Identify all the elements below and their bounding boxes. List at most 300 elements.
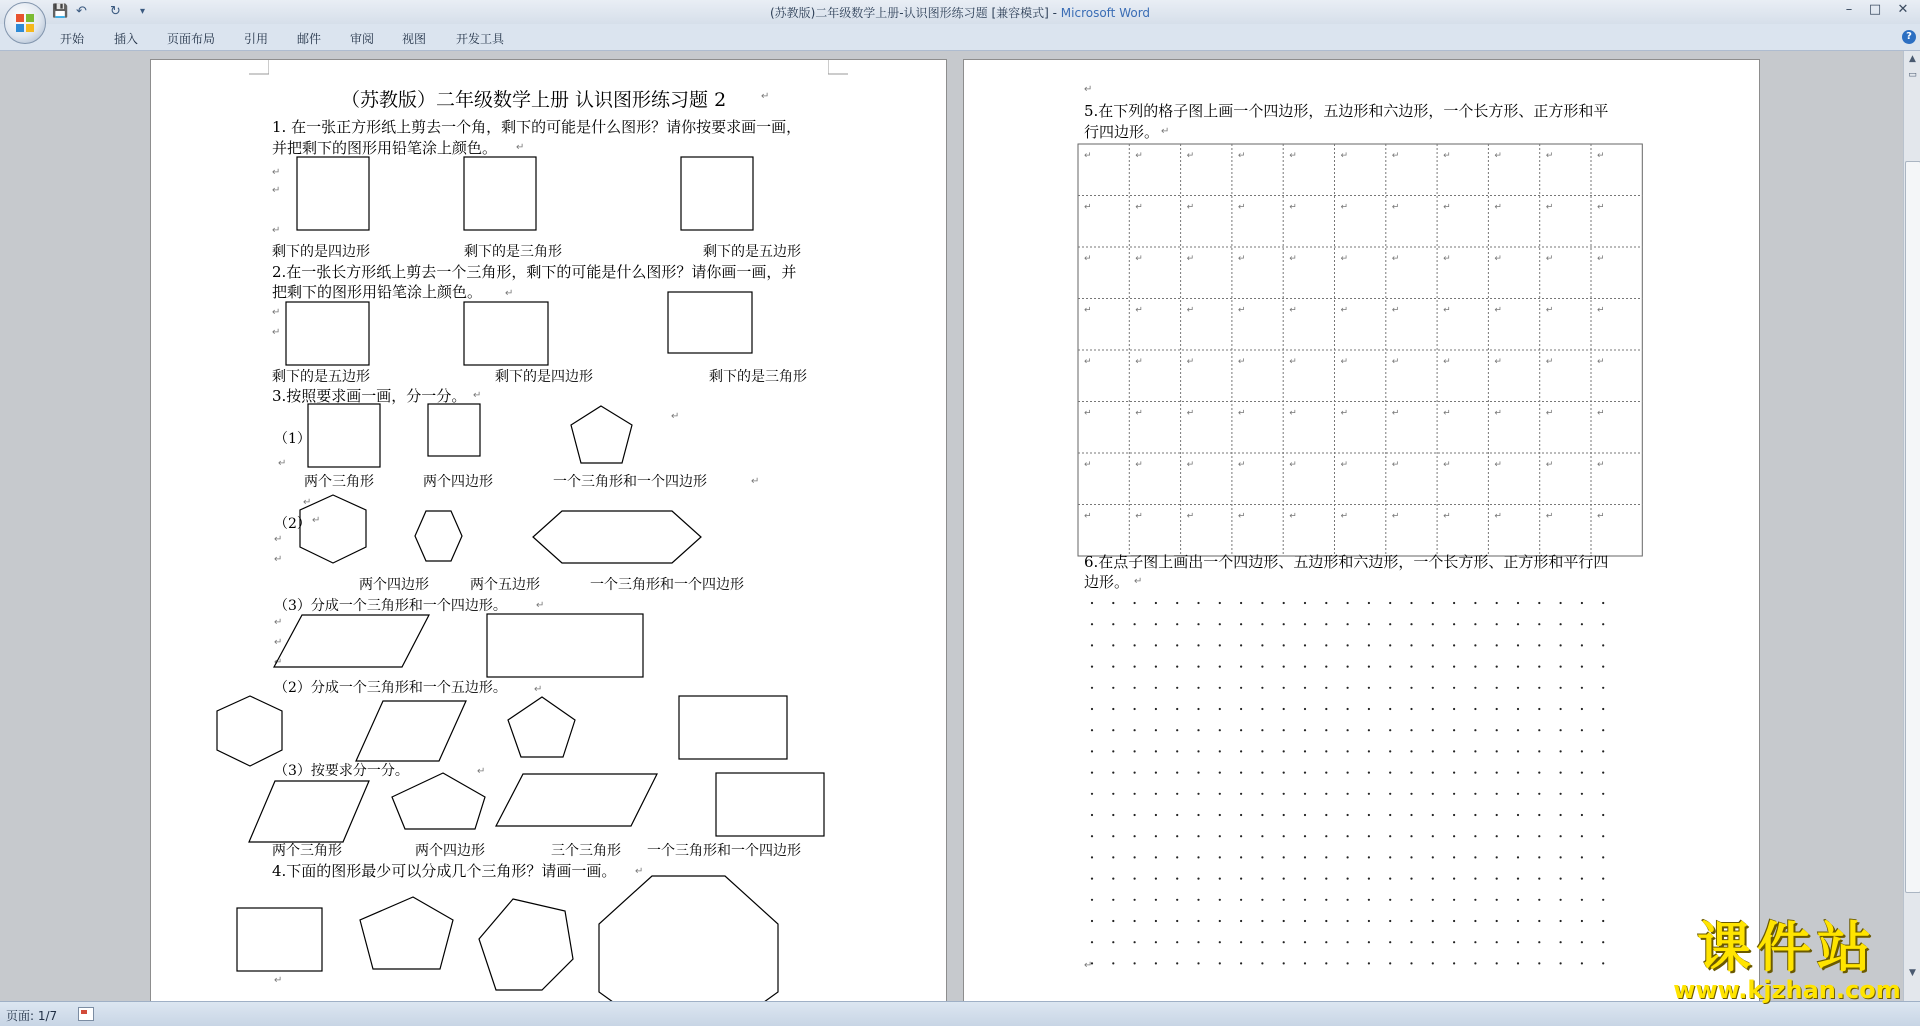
- dot: [1581, 856, 1583, 858]
- paragraph-mark: ↵: [272, 185, 281, 196]
- paragraph-mark: ↵: [1084, 960, 1093, 971]
- dot: [1560, 772, 1562, 774]
- customize-qat-icon[interactable]: ▾: [140, 6, 146, 17]
- dot: [1602, 920, 1604, 922]
- dot: [1155, 644, 1157, 646]
- dot: [1240, 793, 1242, 795]
- dot: [1283, 793, 1285, 795]
- document-title: (苏教版)二年级数学上册-认识图形练习题 [兼容模式]: [769, 6, 1049, 20]
- dot: [1197, 835, 1199, 837]
- dot: [1389, 666, 1391, 668]
- dot: [1432, 772, 1434, 774]
- dot: [1496, 666, 1498, 668]
- dot: [1474, 878, 1476, 880]
- paragraph-mark: ↵: [274, 637, 283, 648]
- dot: [1176, 814, 1178, 816]
- dot: [1155, 835, 1157, 837]
- dot: [1410, 623, 1412, 625]
- dot: [1283, 750, 1285, 752]
- grid-cell-mark: ↵: [1545, 305, 1554, 316]
- dot: [1602, 750, 1604, 752]
- dot: [1347, 835, 1349, 837]
- grid-cell-mark: ↵: [1494, 254, 1502, 264]
- dot: [1325, 835, 1327, 837]
- q3-sub4-text: （2）分成一个三角形和一个五边形。: [274, 680, 507, 696]
- dot: [1602, 666, 1604, 668]
- dot: [1112, 835, 1114, 837]
- grid-cell-mark: ↵: [1597, 202, 1605, 213]
- dot: [1368, 750, 1370, 752]
- dot: [1091, 814, 1093, 816]
- dot: [1283, 835, 1285, 837]
- grid-cell-mark: ↵: [1289, 357, 1297, 367]
- dot: [1453, 623, 1455, 625]
- document-page-2[interactable]: [963, 59, 1760, 1001]
- grid-cell-mark: ↵: [1545, 357, 1554, 367]
- q1-label-pentagon: 剩下的是五边形: [703, 244, 801, 260]
- grid-cell-mark: ↵: [1494, 357, 1502, 367]
- tab-review[interactable]: 审阅: [350, 32, 375, 46]
- page-indicator[interactable]: 页面: 1/7: [6, 1009, 58, 1023]
- dot: [1325, 623, 1327, 625]
- dot: [1347, 729, 1349, 731]
- dot: [1219, 856, 1221, 858]
- dot: [1304, 856, 1306, 858]
- dot: [1602, 708, 1604, 710]
- minimize-button[interactable]: –: [1845, 2, 1853, 17]
- dot: [1432, 793, 1434, 795]
- dot: [1219, 729, 1221, 731]
- grid-cell-mark: ↵: [1135, 357, 1143, 367]
- grid-cell-mark: ↵: [1186, 254, 1195, 264]
- grid-cell-mark: ↵: [1084, 305, 1092, 316]
- dot: [1112, 666, 1114, 668]
- dot: [1432, 814, 1434, 816]
- tab-home[interactable]: 开始: [60, 32, 85, 46]
- dot: [1134, 878, 1136, 880]
- dot: [1304, 644, 1306, 646]
- grid-cell-mark: ↵: [1084, 202, 1092, 213]
- grid-cell-mark: ↵: [1289, 460, 1297, 470]
- dot: [1517, 814, 1519, 816]
- grid-cell-mark: ↵: [1186, 357, 1195, 367]
- dot: [1176, 644, 1178, 646]
- grid-cell-mark: ↵: [1084, 408, 1092, 419]
- dot: [1496, 729, 1498, 731]
- dot: [1368, 729, 1370, 731]
- grid-cell-mark: ↵: [1494, 511, 1502, 522]
- dot: [1304, 602, 1306, 604]
- q1-square-3: [681, 157, 753, 230]
- q4-pentagon: [360, 897, 453, 969]
- dot: [1155, 962, 1157, 964]
- close-button[interactable]: ✕: [1897, 2, 1909, 17]
- dot: [1581, 729, 1583, 731]
- dot: [1368, 793, 1370, 795]
- dot: [1197, 602, 1199, 604]
- dot: [1283, 878, 1285, 880]
- grid-cell-mark: ↵: [1443, 305, 1451, 316]
- grid-cell-mark: ↵: [1084, 254, 1092, 264]
- dot: [1283, 729, 1285, 731]
- grid-cell-mark: ↵: [1494, 460, 1502, 470]
- dot: [1304, 666, 1306, 668]
- dot: [1474, 750, 1476, 752]
- dot: [1453, 899, 1455, 901]
- paragraph-mark: ↵: [274, 975, 283, 986]
- dot: [1474, 920, 1476, 922]
- grid-cell-mark: ↵: [1186, 511, 1195, 522]
- dot: [1389, 856, 1391, 858]
- dot: [1197, 708, 1199, 710]
- dot: [1219, 687, 1221, 689]
- dot: [1496, 814, 1498, 816]
- dot: [1368, 666, 1370, 668]
- dot: [1240, 835, 1242, 837]
- dot: [1517, 962, 1519, 964]
- dot: [1091, 835, 1093, 837]
- dot: [1325, 941, 1327, 943]
- dot: [1496, 750, 1498, 752]
- grid-cell-mark: ↵: [1494, 151, 1502, 161]
- dot: [1155, 750, 1157, 752]
- dot: [1219, 878, 1221, 880]
- q5-text-line2: 行四边形。: [1084, 123, 1160, 141]
- dot: [1325, 708, 1327, 710]
- dot: [1368, 644, 1370, 646]
- dot: [1474, 899, 1476, 901]
- dot: [1240, 644, 1242, 646]
- dot: [1389, 602, 1391, 604]
- dot: [1432, 729, 1434, 731]
- dot: [1581, 644, 1583, 646]
- dot: [1240, 602, 1242, 604]
- dot: [1432, 708, 1434, 710]
- dot: [1347, 750, 1349, 752]
- dot: [1304, 814, 1306, 816]
- q1-text-line2: 并把剩下的图形用铅笔涂上颜色。: [272, 139, 498, 157]
- watermark-url: www.kjzhan.com: [1673, 976, 1901, 1004]
- ruler-toggle-icon[interactable]: ▭: [1908, 70, 1917, 80]
- dot: [1347, 878, 1349, 880]
- dot: [1432, 920, 1434, 922]
- dot: [1325, 899, 1327, 901]
- dot: [1474, 814, 1476, 816]
- dot: [1432, 623, 1434, 625]
- q3-1-pentagon: [571, 406, 632, 463]
- dot: [1176, 750, 1178, 752]
- dot: [1517, 899, 1519, 901]
- grid-cell-mark: ↵: [1391, 202, 1400, 213]
- dot: [1176, 687, 1178, 689]
- q5-text-line1: 5.在下列的格子图上画一个四边形，五边形和六边形，一个长方形、正方形和平: [1084, 102, 1609, 120]
- dot: [1219, 623, 1221, 625]
- scroll-up-icon[interactable]: ▲: [1909, 54, 1916, 64]
- dot: [1453, 644, 1455, 646]
- dot: [1368, 899, 1370, 901]
- dot: [1410, 920, 1412, 922]
- dot: [1389, 687, 1391, 689]
- q1-label-triangle: 剩下的是三角形: [464, 244, 562, 260]
- grid-cell-mark: ↵: [1391, 511, 1400, 522]
- dot: [1219, 835, 1221, 837]
- dot: [1560, 602, 1562, 604]
- dot: [1432, 602, 1434, 604]
- grid-cell-mark: ↵: [1443, 408, 1451, 419]
- grid-cell-mark: ↵: [1391, 254, 1400, 264]
- dot: [1176, 941, 1178, 943]
- dot: [1155, 920, 1157, 922]
- dot: [1517, 623, 1519, 625]
- tab-view[interactable]: 视图: [402, 32, 427, 46]
- grid-cell-mark: ↵: [1084, 357, 1092, 367]
- dot: [1602, 878, 1604, 880]
- dot: [1091, 941, 1093, 943]
- grid-cell-mark: ↵: [1237, 408, 1246, 419]
- vertical-scrollbar[interactable]: [1903, 51, 1920, 1001]
- dot: [1134, 899, 1136, 901]
- dot: [1283, 602, 1285, 604]
- dot: [1560, 899, 1562, 901]
- q2-label-triangle: 剩下的是三角形: [709, 369, 807, 385]
- dot: [1091, 750, 1093, 752]
- grid-cell-mark: ↵: [1135, 151, 1143, 161]
- dot: [1091, 899, 1093, 901]
- spelling-check-icon[interactable]: [78, 1007, 94, 1021]
- dot: [1389, 772, 1391, 774]
- dot: [1474, 941, 1476, 943]
- dot: [1368, 941, 1370, 943]
- tab-mailings[interactable]: 邮件: [297, 32, 322, 46]
- dot: [1134, 920, 1136, 922]
- dot: [1410, 878, 1412, 880]
- dot: [1474, 793, 1476, 795]
- dot: [1112, 772, 1114, 774]
- dot: [1261, 835, 1263, 837]
- dot: [1581, 962, 1583, 964]
- dot: [1325, 856, 1327, 858]
- scroll-down-icon[interactable]: ▼: [1909, 968, 1916, 978]
- dot: [1261, 920, 1263, 922]
- q3-sub2-label-mixed: 一个三角形和一个四边形: [590, 577, 744, 593]
- dot: [1538, 772, 1540, 774]
- tab-references[interactable]: 引用: [244, 32, 269, 46]
- dot: [1453, 878, 1455, 880]
- dot: [1091, 644, 1093, 646]
- dot: [1134, 941, 1136, 943]
- dot: [1389, 729, 1391, 731]
- dot: [1219, 644, 1221, 646]
- dot: [1240, 899, 1242, 901]
- dot: [1112, 899, 1114, 901]
- dot: [1176, 793, 1178, 795]
- tab-insert[interactable]: 插入: [114, 32, 139, 46]
- dot: [1496, 856, 1498, 858]
- dot: [1410, 772, 1412, 774]
- dot: [1538, 623, 1540, 625]
- dot: [1538, 602, 1540, 604]
- dot: [1389, 899, 1391, 901]
- dot: [1261, 814, 1263, 816]
- q3-sub1-number: （1）: [274, 431, 311, 447]
- dot: [1432, 941, 1434, 943]
- dot: [1453, 666, 1455, 668]
- grid-cell-mark: ↵: [1597, 408, 1605, 419]
- office-logo-icon: [16, 14, 34, 32]
- dot: [1474, 835, 1476, 837]
- grid-cell-mark: ↵: [1340, 305, 1349, 316]
- q3-4-pentagon: [508, 697, 575, 757]
- paragraph-mark: ↵: [761, 91, 770, 102]
- tab-developer[interactable]: 开发工具: [456, 32, 505, 46]
- dot: [1602, 941, 1604, 943]
- dot: [1432, 835, 1434, 837]
- dot: [1176, 623, 1178, 625]
- redo-icon[interactable]: ↻: [110, 4, 121, 19]
- grid-cell-mark: ↵: [1494, 305, 1502, 316]
- dot: [1261, 750, 1263, 752]
- dot: [1112, 941, 1114, 943]
- dot: [1325, 962, 1327, 964]
- dot: [1347, 602, 1349, 604]
- dot: [1368, 835, 1370, 837]
- dot: [1389, 793, 1391, 795]
- help-icon[interactable]: ?: [1902, 30, 1916, 44]
- dot: [1347, 856, 1349, 858]
- dot: [1325, 602, 1327, 604]
- dot: [1304, 687, 1306, 689]
- dot: [1368, 687, 1370, 689]
- dot: [1197, 623, 1199, 625]
- grid-cell-mark: ↵: [1289, 305, 1297, 316]
- dot: [1496, 920, 1498, 922]
- dot: [1197, 856, 1199, 858]
- dot: [1261, 644, 1263, 646]
- paragraph-mark: ↵: [303, 497, 312, 508]
- q3-sub1-label-two-quadrilaterals: 两个四边形: [423, 474, 493, 490]
- dot: [1368, 920, 1370, 922]
- dot: [1304, 941, 1306, 943]
- dot: [1155, 602, 1157, 604]
- grid-cell-mark: ↵: [1289, 254, 1297, 264]
- grid-cell-mark: ↵: [1443, 151, 1451, 161]
- dot: [1091, 793, 1093, 795]
- dot: [1155, 666, 1157, 668]
- office-button[interactable]: [4, 2, 46, 44]
- dot: [1176, 729, 1178, 731]
- q2-rectangle-3: [668, 292, 752, 353]
- dot: [1304, 899, 1306, 901]
- dot: [1368, 878, 1370, 880]
- dot: [1496, 644, 1498, 646]
- dot: [1325, 920, 1327, 922]
- grid-cell-mark: ↵: [1135, 460, 1143, 470]
- dot: [1112, 729, 1114, 731]
- dot: [1155, 856, 1157, 858]
- dot: [1410, 856, 1412, 858]
- dot: [1197, 941, 1199, 943]
- paragraph-mark: ↵: [635, 866, 644, 877]
- dot: [1474, 772, 1476, 774]
- grid-cell-mark: ↵: [1340, 357, 1349, 367]
- dot: [1283, 941, 1285, 943]
- q3-2-hexagon-wide: [533, 511, 701, 563]
- save-icon[interactable]: 💾: [52, 4, 69, 19]
- dot: [1240, 920, 1242, 922]
- dot: [1219, 814, 1221, 816]
- scrollbar-thumb[interactable]: [1905, 161, 1920, 893]
- undo-icon[interactable]: ↶: [76, 4, 87, 19]
- dot: [1538, 708, 1540, 710]
- dot: [1134, 772, 1136, 774]
- dot: [1176, 708, 1178, 710]
- dot: [1283, 856, 1285, 858]
- dot: [1197, 750, 1199, 752]
- window-title: [0, 4, 1920, 21]
- paragraph-mark: ↵: [671, 411, 680, 422]
- dot: [1432, 687, 1434, 689]
- title-separator: -: [1048, 6, 1061, 20]
- dot: [1517, 941, 1519, 943]
- dot: [1283, 708, 1285, 710]
- dot: [1219, 941, 1221, 943]
- dot: [1261, 602, 1263, 604]
- dot: [1453, 856, 1455, 858]
- dot: [1304, 772, 1306, 774]
- dot: [1432, 962, 1434, 964]
- dot: [1240, 623, 1242, 625]
- q3-5-pentagon: [392, 773, 485, 829]
- grid-cell-mark: ↵: [1186, 151, 1195, 161]
- dot: [1581, 623, 1583, 625]
- dot: [1155, 793, 1157, 795]
- dot: [1453, 941, 1455, 943]
- q2-text-line2: 把剩下的图形用铅笔涂上颜色。: [272, 283, 483, 301]
- maximize-button[interactable]: □: [1868, 2, 1882, 17]
- grid-cell-mark: ↵: [1084, 460, 1092, 470]
- paragraph-mark: ↵: [272, 167, 281, 178]
- document-page-1[interactable]: [150, 59, 947, 1001]
- dot: [1261, 729, 1263, 731]
- dot: [1325, 750, 1327, 752]
- dot: [1389, 708, 1391, 710]
- dot: [1261, 962, 1263, 964]
- dot: [1453, 602, 1455, 604]
- dot: [1538, 920, 1540, 922]
- tab-page-layout[interactable]: 页面布局: [167, 32, 216, 46]
- dot: [1155, 772, 1157, 774]
- dot: [1538, 793, 1540, 795]
- dot: [1197, 687, 1199, 689]
- paragraph-mark: ↵: [272, 225, 281, 236]
- paragraph-mark: ↵: [274, 617, 283, 628]
- dot: [1304, 623, 1306, 625]
- q2-rectangle-1: [286, 302, 369, 365]
- dot: [1389, 941, 1391, 943]
- dot: [1091, 708, 1093, 710]
- dot: [1602, 602, 1604, 604]
- dot: [1091, 687, 1093, 689]
- dot: [1261, 772, 1263, 774]
- site-watermark: [1672, 918, 1902, 1004]
- dot: [1368, 708, 1370, 710]
- dot: [1560, 941, 1562, 943]
- dot: [1538, 899, 1540, 901]
- dot: [1602, 772, 1604, 774]
- grid-cell-mark: ↵: [1340, 151, 1349, 161]
- grid-cell-mark: ↵: [1186, 408, 1195, 419]
- dot: [1091, 623, 1093, 625]
